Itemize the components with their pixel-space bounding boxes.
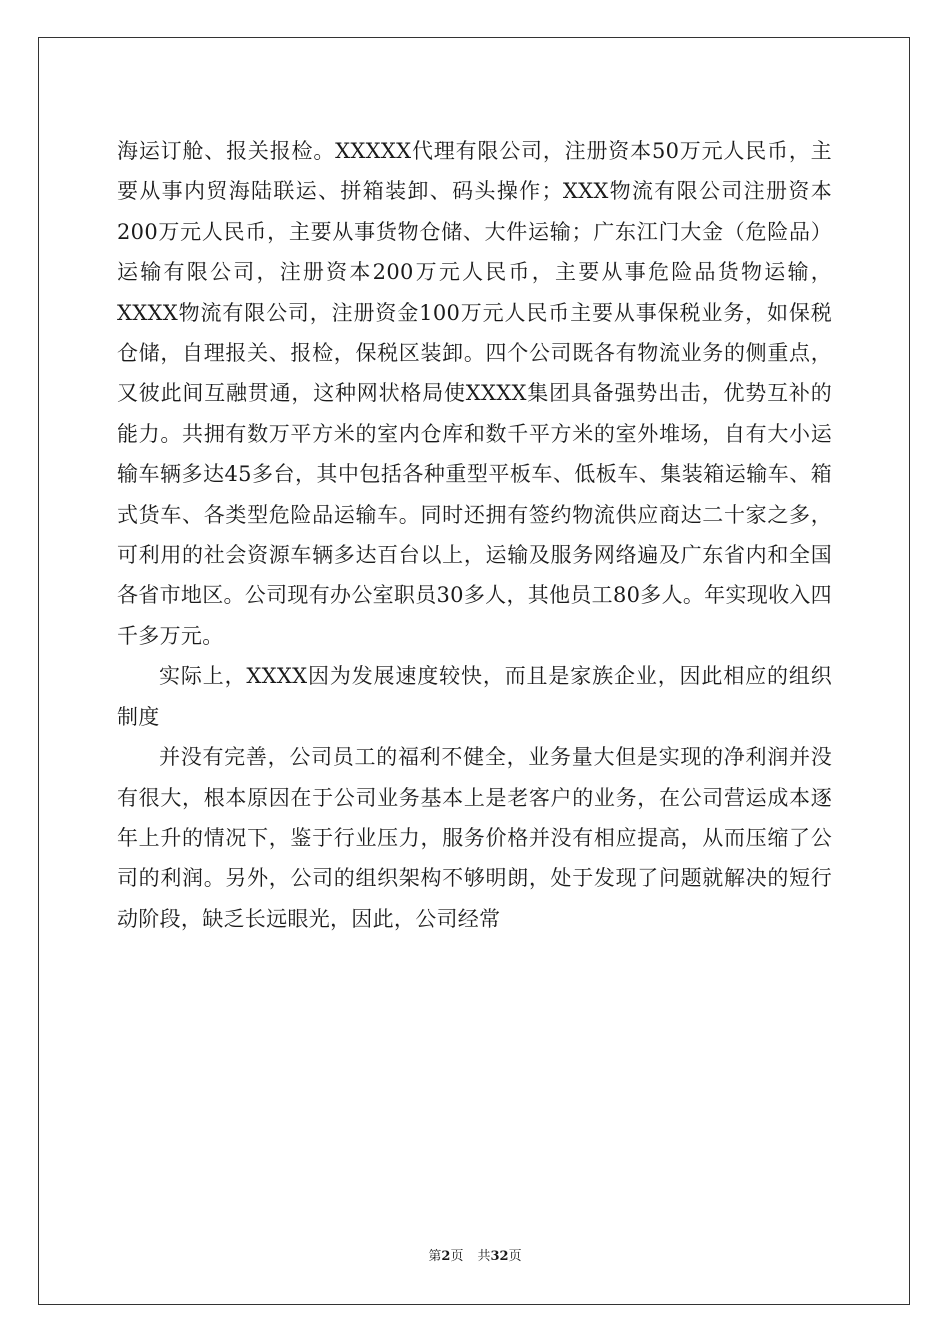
total-pages: 32	[490, 1249, 509, 1264]
paragraph-3: 并没有完善，公司员工的福利不健全，业务量大但是实现的净利润并没有很大，根本原因在于公司业务基本上是老客户的业务，在公司营运成本逐年上升的情况下，鉴于行业压力，服务价格并没有相应提高，从而压缩了公司的利润。另外，公司的组织架构不够明朗，处于发现了问题就解决的短行动阶段，缺乏长远眼光，因此，公司经常	[117, 745, 832, 931]
total-suffix: 页	[508, 1249, 522, 1264]
page-suffix: 页	[450, 1249, 464, 1264]
total-prefix: 共	[477, 1249, 491, 1264]
page-prefix: 第	[428, 1249, 442, 1264]
document-body	[117, 131, 832, 939]
paragraph-1: 海运订舱、报关报检。XXXXX代理有限公司，注册资本50万元人民币，主要从事内贸海陆联运、拼箱装卸、码头操作；XXX物流有限公司注册资本200万元人民币，主要从事货物仓储、大件运输；广东江门大金（危险品）运输有限公司，注册资本200万元人民币，主要从事危险品货物运输，XXXX物流有限公司，注册资金100万元人民币主要从事保税业务，如保税仓储，自理报关、报检，保税区装卸。四个公司既各有物流业务的侧重点，又彼此间互融贯通，这种网状格局使XXXX集团具备强势出击，优势互补的能力。共拥有数万平方米的室内仓库和数千平方米的室外堆场，自有大小运输车辆多达45多台，其中包括各种重型平板车、低板车、集装箱运输车、箱式货车、各类型危险品运输车。同时还拥有签约物流供应商达二十家之多，可利用的社会资源车辆多达百台以上，运输及服务网络遍及广东省内和全国各省市地区。公司现有办公室职员30多人，其他员工80多人。年实现收入四千多万元。	[117, 139, 832, 648]
page-number: 2	[441, 1249, 451, 1264]
page-footer	[0, 1245, 950, 1264]
paragraph-2: 实际上，XXXX因为发展速度较快，而且是家族企业，因此相应的组织制度	[117, 664, 832, 729]
